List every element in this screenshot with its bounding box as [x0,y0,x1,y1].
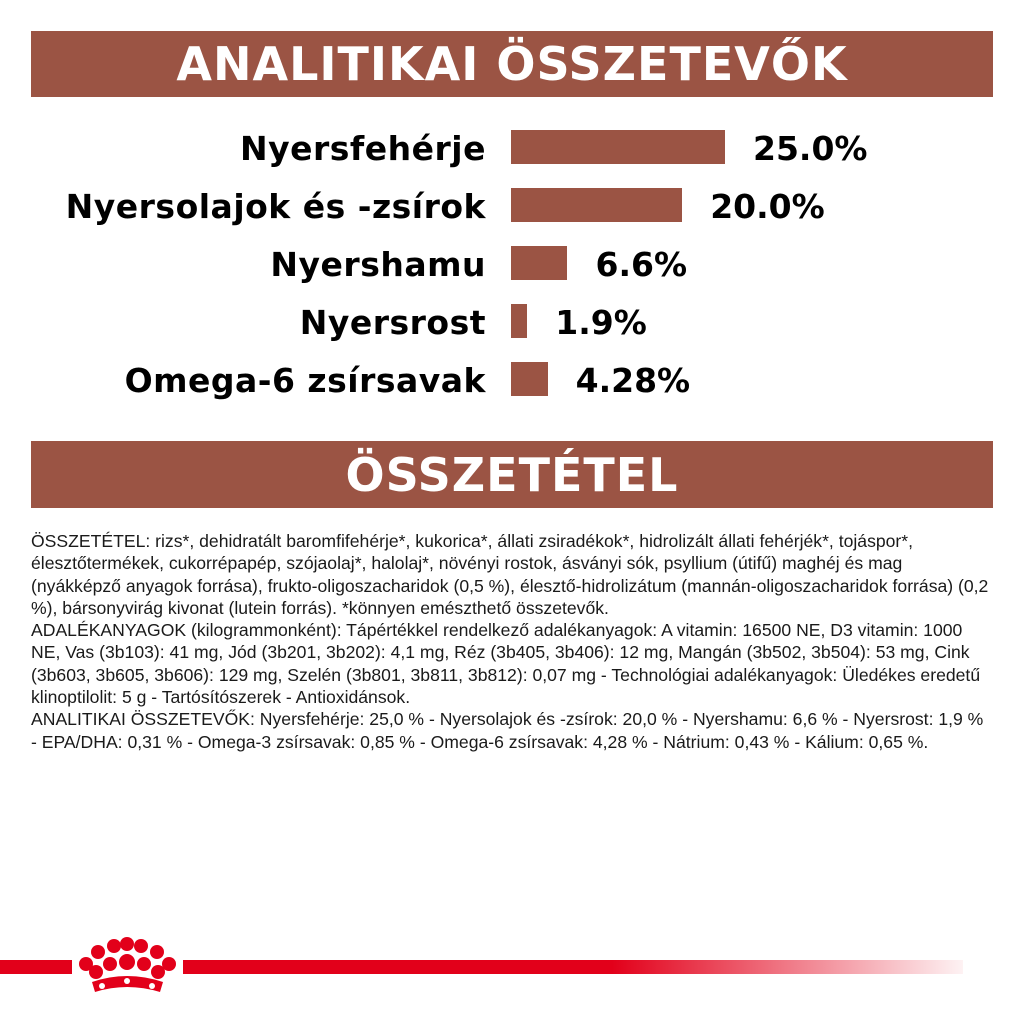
analytical-constituents-chart [0,120,1024,410]
chart-row [0,120,1024,178]
chart-row [0,236,1024,294]
bar-label: Nyersfehérje [239,129,486,168]
royal-canin-crown-icon [72,936,183,1000]
bar-value-label: 20.0% [710,187,825,226]
bar-label: Nyersrost [299,303,486,342]
additives-paragraph: ADALÉKANYAGOK (kilogrammonként): Tápértékkel rendelkező adalékanyagok: A vitamin: 16500 NE, D3 vitamin: 1000 NE, Vas (3b103): 41 mg, Jód (3b201, 3b202): 4,1 mg, Réz (3b405, 3b406): 12 mg, Mangán (3b502, 3b504): 53 mg, Cink (3b603, 3b605, 3b606): 129 mg, Szelén (3b801, 3b811, 3b812): 0,07 mg - Technológiai adalékanyagok: Üledékes eredetű klinoptilolit: 5 g - Tartósítószerek - Antioxidánsok. [31,620,981,708]
bar [511,246,567,280]
chart-row [0,178,1024,236]
analytical-constituents-banner [31,31,993,97]
bar-label: Nyersolajok és -zsírok [65,187,486,226]
bar [511,362,548,396]
bar-value-label: 25.0% [753,129,868,168]
composition-banner [31,441,993,508]
chart-row [0,294,1024,352]
bar-value-label: 6.6% [595,245,688,284]
bar [511,188,682,222]
analytical-constituents-title: ANALITIKAI ÖSSZETEVŐK [176,37,848,91]
chart-row [0,352,1024,410]
analytical-paragraph: ANALITIKAI ÖSSZETEVŐK: Nyersfehérje: 25,0 % - Nyersolajok és -zsírok: 20,0 % - Nyershamu: 6,6 % - Nyersrost: 1,9 % - EPA/DHA: 0,31 % - Omega-3 zsírsavak: 0,85 % - Omega-6 zsírsavak: 4,28 % - Nátrium: 0,43 % - Kálium: 0,65 %. [31,709,984,752]
bar-value-label: 4.28% [575,361,691,400]
composition-paragraph: ÖSSZETÉTEL: rizs*, dehidratált baromfifehérje*, kukorica*, állati zsiradékok*, hidrolizált állati fehérjék*, tojáspor*, élesztőtermékek, cukorrépapép, szójaolaj*, halolaj*, növényi rostok, ásványi sók, psyllium (útifű) maghéj és mag (nyákképző anyagok forrása), frukto-oligoszacharidok (0,5 %), élesztő-hidrolizátum (mannán-oligoszacharidok forrása) (0,2 %), bársonyvirág kivonat (lutein forrás). *könnyen emészthető összetevők. [31,531,989,618]
bar-label: Nyershamu [270,245,486,284]
bar [511,304,527,338]
composition-text [31,530,993,753]
bar-value-label: 1.9% [555,303,647,342]
footer-red-line-right [183,960,963,974]
composition-title: ÖSSZETÉTEL [345,447,679,502]
bar [511,130,725,164]
bar-label: Omega-6 zsírsavak [124,361,486,400]
footer-red-line-left [0,960,72,974]
